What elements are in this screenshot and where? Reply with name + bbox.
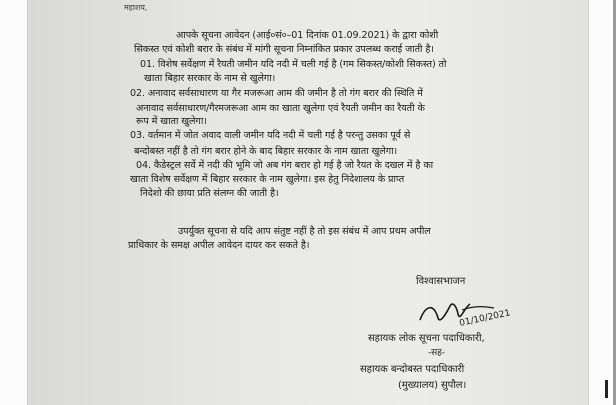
appeal-line: उपर्युक्त सूचना से यदि आप संतुष्ट नहीं है तो इस संबंध में आप प्रथम अपील — [178, 226, 431, 237]
salutation-fragment: महाशय, — [124, 3, 148, 12]
office-line: (मुख्यालय) सुपौल। — [398, 380, 467, 391]
svg-text:01/10/2021: 01/10/2021 — [458, 308, 512, 329]
list-item-03: 03. वर्तमान में जोत अवाद वाली जमीन यदि नदी में चली गई है परन्तु उसका पूर्व से — [130, 130, 411, 141]
body-line: आपके सूचना आवेदन (आई०सं०–01 दिनांक 01.09.2021) के द्वारा कोशी — [176, 30, 439, 41]
list-item-02-cont: रूप में खाता खुलेगा। — [136, 116, 207, 127]
list-item-04: 04. कैडेस्ट्रल सर्वे में नदी की भूमि जो अब गंग बरार हो गई है जो रैयत के दखल में है का — [136, 160, 434, 171]
designation-line-2: सहायक बन्दोबस्त पदाधिकारी — [360, 364, 465, 375]
list-item-03-cont: बन्दोबस्त नहीं है तो गंग बरार होने के बाद बिहार सरकार के नाम खाता खुलेगा। — [134, 146, 398, 157]
list-item-02: 02. अनावाद सर्वसाधारण या गैर मजरूआ आम की जमीन है तो गंग बरार की स्थिति में — [130, 88, 423, 99]
designation-separator: -सह- — [428, 348, 445, 358]
sign-off: विश्वासभाजन — [416, 276, 466, 287]
list-item-01: 01. विशेष सर्वेक्षण में रैयती जमीन यदि नदी में चली गई है (गम सिकस्त/कोशी सिकस्त) तो — [140, 59, 447, 70]
paper-sheet — [28, 0, 588, 405]
list-item-01-cont: खाता बिहार सरकार के नाम से खुलेगा। — [144, 73, 276, 84]
appeal-line-cont: प्राधिकार के समक्ष अपील आवेदन दायर कर सकते है। — [128, 240, 310, 251]
edge-mark — [605, 380, 608, 398]
list-item-02-cont: अनावाद सर्वसाधारण/गैरमजरूआ आम का खाता खुलेगा एवं रैयती जमीन का रैयती के — [136, 103, 425, 114]
list-item-04-cont: खाता विशेष सर्वेक्षण में बिहार सरकार के नाम खुलेगा। इस हेतु निदेशालय के प्राप्त — [130, 174, 405, 185]
body-line: सिकस्त एवं कोशी बरार के संबंध में मांगी सूचना निम्नांकित प्रकार उपलब्ध कराई जाती है। — [134, 44, 434, 55]
handwritten-signature — [416, 296, 512, 332]
designation-line-1: सहायक लोक सूचना पदाधिकारी, — [368, 333, 485, 344]
list-item-04-cont: निदेशो की छाया प्रति संलग्न की जाती है। — [140, 188, 279, 199]
